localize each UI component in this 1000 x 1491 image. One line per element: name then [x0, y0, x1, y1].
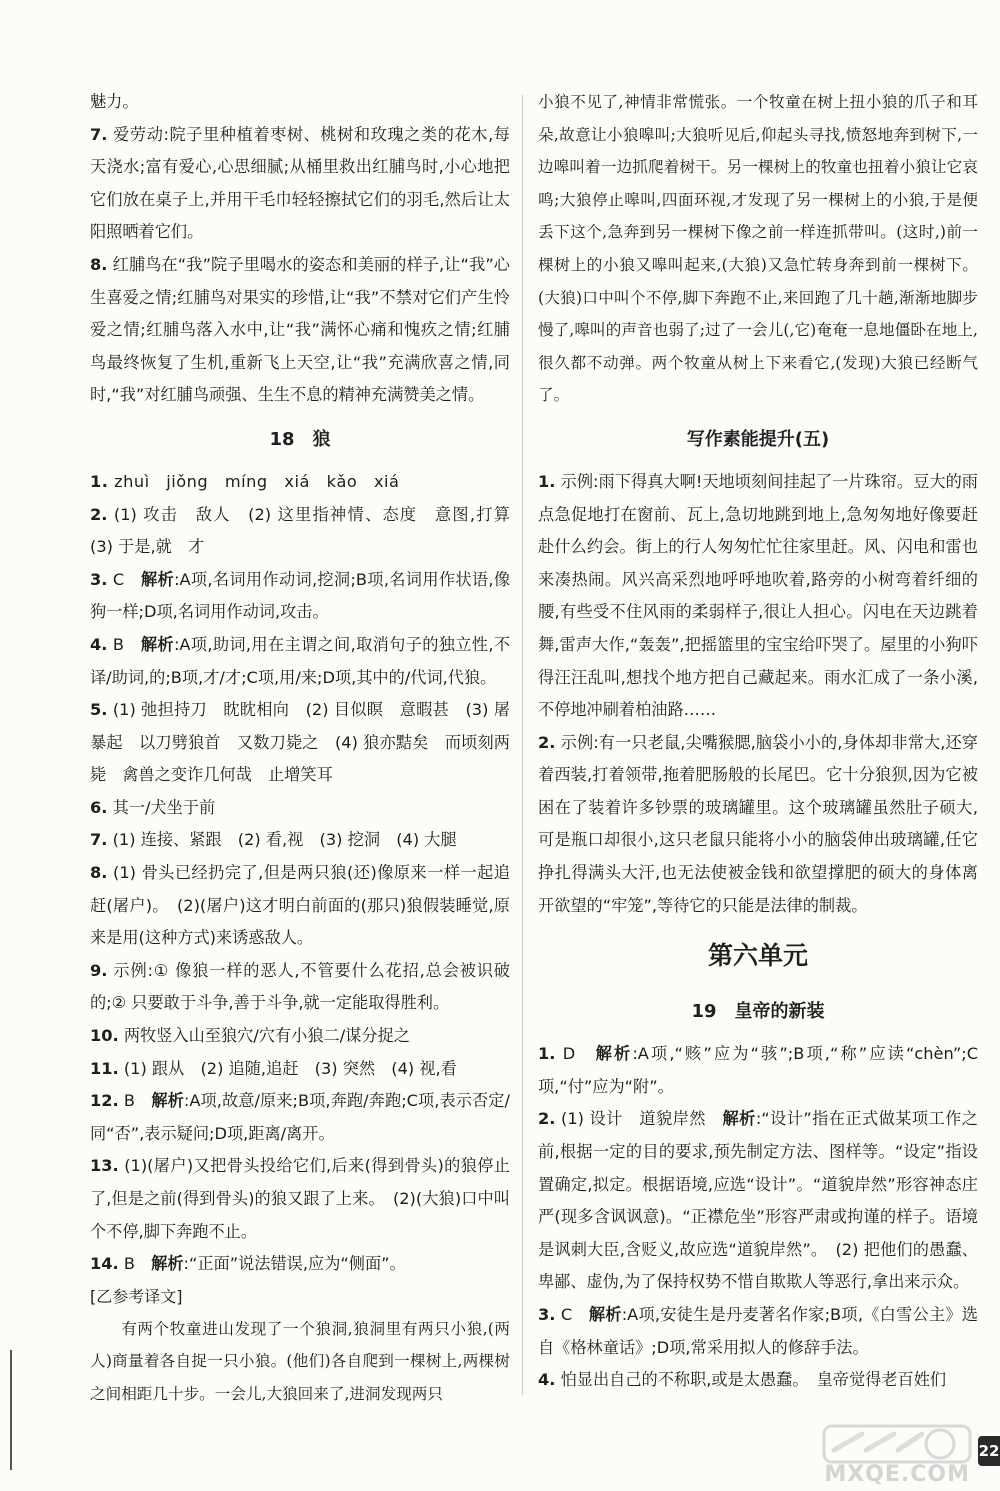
section-title-emperor: 19 皇帝的新装	[691, 1001, 825, 1023]
answer-3: 3. C 解析:A项,名词用作动词,挖洞;B项,名词用作状语,像狗一样;D项,名词用作动词,攻击。	[90, 569, 511, 622]
answer-6: 6. 其一/犬坐于前	[90, 797, 216, 817]
answer-13: 13. (1)(屠户)又把骨头投给它们,后来(得到骨头)的狼停止了,但是之前(得到骨头)的狼又跟了上来。 (2)(大狼)口中叫个不停,脚下奔跑不止。	[90, 1156, 510, 1241]
answer-4: 4. B 解析:A项,助词,用在主谓之间,取消句子的独立性,不译/助词,的;B项,才/才;C项,用/来;D项,其中的/代词,代狼。	[90, 634, 511, 687]
section-title-wolf: 18 狼	[269, 428, 331, 450]
answer-12: 12. B 解析:A项,故意/原来;B项,奔跑/奔跑;C项,表示否定/同“否”,表示疑问;D项,距离/离开。	[90, 1091, 511, 1143]
right-column	[538, 86, 978, 1397]
emperor-answer-2: 2. (1) 设计 道貌岸然 解析:“设计”指在正式做某项工作之前,根据一定的目的要求,预先制定方法、图样等。“设定”指设置确定,拟定。根据语境,应选“设计”。“道貌岸然”形容神态庄严(现多含讽讽意)。“正襟危坐”形容严肃或拘谨的样子。语境是讽刺大臣,含贬义,故应选“道貌岸然”。 (2) 把他们的愚蠢、卑鄙、虚伪,为了保持权势不惜自欺欺人等恶行,拿出来示众。	[538, 1109, 978, 1292]
emperor-answer-3: 3. C 解析:A项,安徒生是丹麦著名作家;B项,《白雪公主》选自《格林童话》;D项,常采用拟人的修辞手法。	[538, 1305, 978, 1357]
binding-edge	[10, 1350, 12, 1470]
answer-2: 2. (1) 攻击 敌人 (2) 这里指神情、态度 意图,打算 (3) 于是,就 才	[90, 504, 527, 557]
answer-8b: 8. (1) 骨头已经扔完了,但是两只狼(还)像原来一样一起追赶(屠户)。 (2)(屠户)这才明白前面的(那只)狼假装睡觉,原来是用(这种方式)来诱惑敌人。	[90, 863, 510, 948]
answer-8: 8. 红脯鸟在“我”院子里喝水的姿态和美丽的样子,让“我”心生喜爱之情;红脯鸟对果实的珍惜,让“我”不禁对它们产生怜爱之情;红脯鸟落入水中,让“我”满怀心痛和愧疚之情;红脯鸟最终恢复了生机,重新飞上天空,让“我”充满欣喜之情,同时,“我”对红脯鸟顽强、生生不息的精神充满赞美之情。	[90, 254, 510, 405]
reference-translation-text: 有两个牧童进山发现了一个狼洞,狼洞里有两只小狼,(两人)商量着各自捉一只小狼。(他们)各自爬到一棵树上,两棵树之间相距几十步。一会儿,大狼回来了,进洞发现两只	[90, 1319, 510, 1403]
answer-5: 5. (1) 弛担持刀 眈眈相向 (2) 目似瞑 意暇甚 (3) 屠暴起 以刀劈狼首 又数刀毙之 (4) 狼亦黠矣 而顷刻两毙 禽兽之变诈几何哉 止增笑耳	[90, 700, 510, 785]
reference-translation-continued: 小狼不见了,神情非常慌张。一个牧童在树上扭小狼的爪子和耳朵,故意让小狼嗥叫;大狼听见后,仰起头寻找,愤怒地奔到树下,一边嗥叫着一边抓爬着树干。另一棵树上的牧童也扭着小狼让它哀鸣;大狼停止嗥叫,四面环视,才发现了另一棵树上的小狼,于是便丢下这个,急奔到另一棵树下像之前一样连抓带叫。(这时,)前一棵树上的小狼又嗥叫起来,(大狼)又急忙转身奔到前一棵树下。(大狼)口中叫个不停,脚下奔跑不止,来回跑了几十趟,渐渐地脚步慢了,嗥叫的声音也弱了;过了一会儿(,它)奄奄一息地僵卧在地上,很久都不动弹。两个牧童从树上下来看它,(发现)大狼已经断气了。	[538, 93, 978, 405]
column-divider	[522, 95, 523, 1395]
answer-10: 10. 两牧竖入山至狼穴/穴有小狼二/谋分捉之	[90, 1026, 410, 1046]
watermark-logo	[822, 1420, 972, 1466]
reference-translation-title: [乙参考译文]	[90, 1286, 183, 1306]
answer-1: 1. zhuì jiǒng míng xiá kǎo xiá	[90, 471, 400, 491]
left-column	[90, 86, 527, 1411]
answer-14: 14. B 解析:“正面”说法错误,应为“侧面”。	[90, 1254, 406, 1274]
unit-title: 第六单元	[707, 941, 808, 971]
emperor-answer-4: 4. 怕显出自己的不称职,或是太愚蠢。 皇帝觉得老百姓们	[538, 1370, 947, 1390]
watermark-url: MXQE.COM	[824, 1462, 970, 1487]
writing-answer-1: 1. 示例:雨下得真大啊!天地顷刻间挂起了一片珠帘。豆大的雨点急促地打在窗前、瓦上,急切地跳到地上,急匆匆地好像要赶赴什么约会。街上的行人匆匆忙忙往家里赶。风、闪电和雷也来凑热闹。风兴高采烈地呼呼地吹着,路旁的小树弯着纤细的腰,有些受不住风雨的柔弱样子,很让人担心。闪电在天边跳着舞,雷声大作,“轰轰”,把摇篮里的宝宝给吓哭了。屋里的小狗吓得汪汪乱叫,想找个地方把自己藏起来。雨水汇成了一条小溪,不停地冲刷着柏油路……	[538, 471, 978, 720]
answer-9: 9. 示例:① 像狼一样的恶人,不管要什么花招,总会被识破的;② 只要敢于斗争,善于斗争,就一定能取得胜利。	[90, 960, 510, 1013]
answer-7: 7. 爱劳动:院子里种植着枣树、桃树和玫瑰之类的花木,每天浇水;富有爱心,心思细腻;从桶里救出红脯鸟时,小心地把它们放在桌子上,并用干毛巾轻轻擦拭它们的羽毛,然后让太阳照晒着它们。	[90, 124, 510, 242]
answer-11: 11. (1) 跟从 (2) 追随,追赶 (3) 突然 (4) 视,看	[90, 1058, 457, 1078]
line-charm: 魅力。	[90, 92, 139, 111]
page-number: 22	[978, 1436, 1000, 1466]
writing-section-title: 写作素能提升(五)	[686, 428, 830, 450]
answer-7b: 7. (1) 连接、紧跟 (2) 看,视 (3) 挖洞 (4) 大腿	[90, 830, 457, 850]
writing-answer-2: 2. 示例:有一只老鼠,尖嘴猴腮,脑袋小小的,身体却非常大,还穿着西装,打着领带,拖着肥肠般的长尾巴。它十分狼狈,因为它被困在了装着许多钞票的玻璃罐里。这个玻璃罐虽然肚子硕大,可是瓶口却很小,这只老鼠只能将小小的脑袋伸出玻璃罐,任它挣扎得满头大汗,也无法使被金钱和欲望撑肥的硕大的身体离开欲望的“牢笼”,等待它的只能是法律的制裁。	[538, 732, 978, 915]
emperor-answer-1: 1. D 解析:A项,“赅”应为“骇”;B项,“称”应读“chèn”;C项,“付”应为“附”。	[538, 1044, 979, 1096]
